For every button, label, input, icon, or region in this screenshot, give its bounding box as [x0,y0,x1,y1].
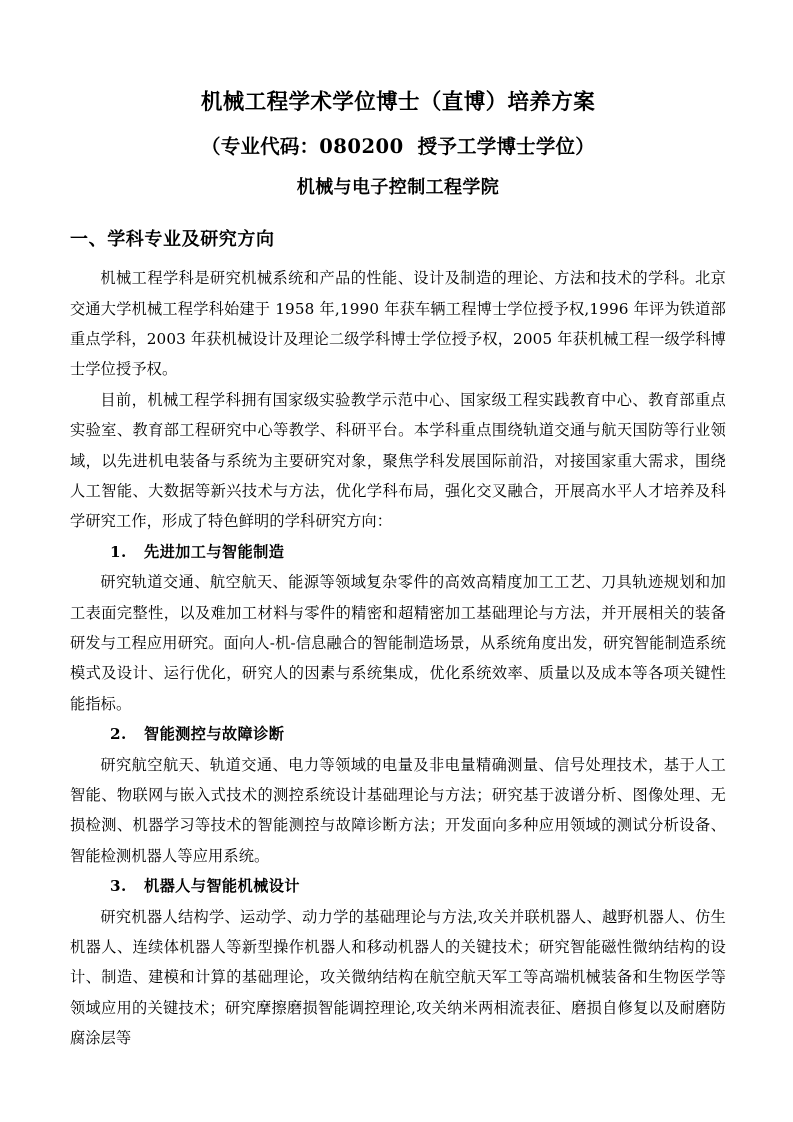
document-title-line-3-school: 机械与电子控制工程学院 [296,177,500,198]
research-direction-title-2: 智能测控与故障诊断 [144,725,285,744]
degree-awarded-text: 授予工学博士学位） [417,134,595,158]
research-direction-title-3: 机器人与智能机械设计 [144,877,300,896]
section-heading-1: 一、学科专业及研究方向 [70,229,275,250]
research-direction-heading-1 [70,537,726,567]
section-1-paragraph-1: 机械工程学科是研究机械系统和产品的性能、设计及制造的理论、方法和技术的学科。北京交通大学机械工程学科始建于 1958 年,1990 年获车辆工程博士学位授予权,1996 年评为铁道部重点学科，2003 年获机械设计及理论二级学科博士学位授予权，2005 年获机械工程一级学科博士学位授予权。 [70,269,726,379]
major-code-value: 080200 [319,134,404,158]
research-direction-body-2: 研究航空航天、轨道交通、电力等领域的电量及非电量精确测量、信号处理技术，基于人工智能、物联网与嵌入式技术的测控系统设计基础理论与方法；研究基于波谱分析、图像处理、无损检测、机器学习等技术的智能测控与故障诊断方法；开发面向多种应用领域的测试分析设备、智能检测机器人等应用系统。 [70,755,726,865]
research-direction-body-1: 研究轨道交通、航空航天、能源等领域复杂零件的高效高精度加工工艺、刀具轨迹规划和加工表面完整性，以及难加工材料与零件的精密和超精密加工基础理论与方法，并开展相关的装备研发与工程应用研究。面向人-机-信息融合的智能制造场景，从系统角度出发，研究智能制造系统模式及设计、运行优化，研究人的因素与系统集成，优化系统效率、质量以及成本等各项关键性能指标。 [70,573,726,713]
page-content [70,0,726,1054]
research-direction-index-1: 1. [110,542,127,561]
major-code-prefix: （专业代码： [201,134,320,158]
document-title-line-1: 机械工程学术学位博士（直博）培养方案 [200,90,596,115]
research-direction-index-3: 3. [110,877,127,896]
research-direction-heading-3 [70,871,726,901]
research-direction-heading-2 [70,719,726,749]
section-1-paragraph-2: 目前，机械工程学科拥有国家级实验教学示范中心、国家级工程实践教育中心、教育部重点实验室、教育部工程研究中心等教学、科研平台。本学科重点围绕轨道交通与航天国防等行业领域，以先进机电装备与系统为主要研究对象，聚焦学科发展国际前沿，对接国家重大需求，围绕人工智能、大数据等新兴技术与方法，优化学科布局，强化交叉融合，开展高水平人才培养及科学研究工作，形成了特色鲜明的学科研究方向： [70,390,726,531]
document-title-line-2 [70,134,726,158]
document-title-block [70,0,726,197]
research-direction-body-3: 研究机器人结构学、运动学、动力学的基础理论与方法,攻关并联机器人、越野机器人、仿生机器人、连续体机器人等新型操作机器人和移动机器人的关键技术；研究智能磁性微纳结构的设计、制造、建模和计算的基础理论，攻关微纳结构在航空航天军工等高端机械装备和生物医学等领域应用的关键技术；研究摩擦磨损智能调控理论,攻关纳米两相流表征、磨损自修复以及耐磨防腐涂层等 [70,907,726,1048]
research-direction-index-2: 2. [110,725,127,744]
research-direction-title-1: 先进加工与智能制造 [144,542,285,561]
